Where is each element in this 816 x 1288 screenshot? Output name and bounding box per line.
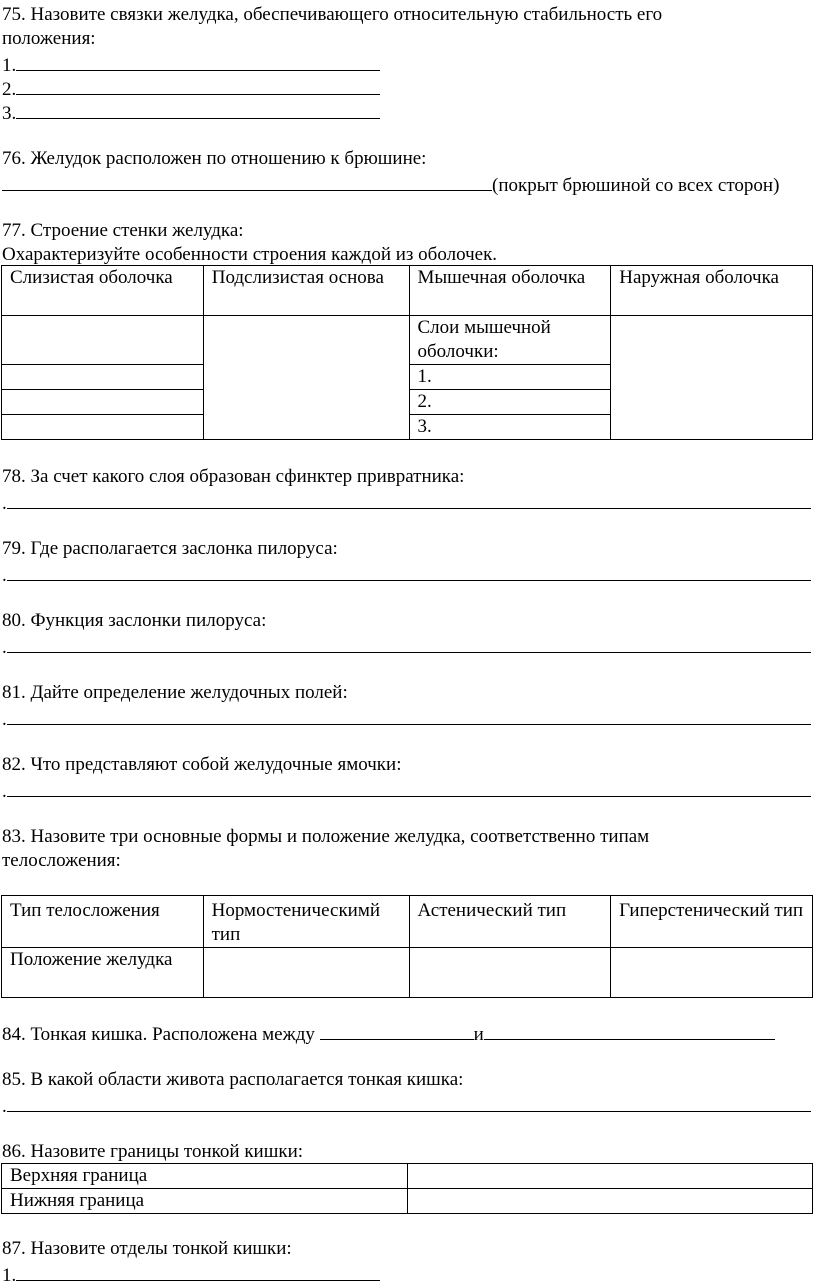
q77-instruction: Охарактеризуйте особенности строения каждой из оболочек. <box>2 244 498 265</box>
serosa-cell[interactable] <box>611 316 813 440</box>
muscle-layer-2[interactable]: 2. <box>409 390 611 415</box>
submucosa-cell[interactable] <box>203 316 409 440</box>
q81-answer[interactable]: . <box>2 705 811 732</box>
q82-answer[interactable]: . <box>2 777 811 804</box>
q85-answer[interactable]: . <box>2 1092 811 1119</box>
mucosa-cell[interactable] <box>2 365 204 390</box>
lower-boundary-cell[interactable] <box>407 1189 812 1214</box>
q84-answer[interactable]: 84. Тонкая кишка. Расположена между и <box>2 1020 775 1047</box>
q81-text: 81. Дайте определение желудочных полей: <box>2 682 348 703</box>
q75-answer-3[interactable]: 3. <box>2 99 380 126</box>
answer-line <box>16 99 380 119</box>
q80-answer[interactable]: . <box>2 633 811 660</box>
answer-line <box>16 51 380 71</box>
q76-text: 76. Желудок расположен по отношению к брюшине: <box>2 148 427 169</box>
answer-line <box>7 1092 811 1112</box>
q78-text: 78. За счет какого слоя образован сфинктер привратника: <box>2 466 465 487</box>
q75-text-line1: 75. Назовите связки желудка, обеспечивающего относительную стабильность его <box>2 4 663 25</box>
q80-text: 80. Функция заслонки пилоруса: <box>2 610 267 631</box>
q75-answer-2[interactable]: 2. <box>2 75 380 102</box>
body-type-table <box>1 895 813 998</box>
q77-title: 77. Строение стенки желудка: <box>2 220 244 241</box>
header-body-type: Тип телосложения <box>2 896 204 948</box>
answer-line <box>7 705 811 725</box>
q86-text: 86. Назовите границы тонкой кишки: <box>2 1141 304 1162</box>
q76-answer[interactable]: (покрыт брюшиной со всех сторон) <box>2 171 779 198</box>
muscle-layer-3[interactable]: 3. <box>409 415 611 440</box>
hypersthenic-cell[interactable] <box>611 948 813 998</box>
header-serosa: Наружная оболочка <box>611 266 813 316</box>
q83-text-line1: 83. Назовите три основные формы и положение желудка, соответственно типам <box>2 826 650 847</box>
q87-text: 87. Назовите отделы тонкой кишки: <box>2 1238 292 1259</box>
answer-line <box>484 1020 775 1040</box>
q82-text: 82. Что представляют собой желудочные ямочки: <box>2 754 402 775</box>
q75-text-line2: положения: <box>2 28 96 49</box>
answer-line <box>16 75 380 95</box>
header-asthenic: Астенический тип <box>409 896 611 948</box>
mucosa-cell[interactable] <box>2 316 204 365</box>
upper-boundary-cell[interactable] <box>407 1164 812 1189</box>
q75-answer-1[interactable]: 1. <box>2 51 380 78</box>
q87-answer-1[interactable]: 1. <box>2 1261 380 1288</box>
header-submucosa: Подслизистая основа <box>203 266 409 316</box>
answer-line <box>7 561 811 581</box>
mucosa-cell[interactable] <box>2 415 204 440</box>
stomach-wall-table <box>1 265 813 440</box>
asthenic-cell[interactable] <box>409 948 611 998</box>
q78-answer[interactable]: . <box>2 489 811 516</box>
q83-text-line2: телосложения: <box>2 850 121 871</box>
header-mucosa: Слизистая оболочка <box>2 266 204 316</box>
muscle-layers-label: Слои мышечной оболочки: <box>409 316 611 365</box>
q79-answer[interactable]: . <box>2 561 811 588</box>
mucosa-cell[interactable] <box>2 390 204 415</box>
answer-line <box>2 171 492 191</box>
q79-text: 79. Где располагается заслонка пилоруса: <box>2 538 338 559</box>
upper-boundary-label: Верхняя граница <box>2 1164 408 1189</box>
header-hypersthenic: Гиперстенический тип <box>611 896 813 948</box>
answer-line <box>7 777 811 797</box>
q85-text: 85. В какой области живота располагается тонкая кишка: <box>2 1069 464 1090</box>
answer-line <box>16 1261 380 1281</box>
answer-line <box>7 489 811 509</box>
answer-line <box>320 1020 474 1040</box>
normosthenic-cell[interactable] <box>203 948 409 998</box>
lower-boundary-label: Нижняя граница <box>2 1189 408 1214</box>
row-label-stomach-position: Положение желудка <box>2 948 204 998</box>
muscle-layer-1[interactable]: 1. <box>409 365 611 390</box>
boundaries-table <box>1 1163 813 1214</box>
header-muscular: Мышечная оболочка <box>409 266 611 316</box>
header-normosthenic: Нормостеническимй тип <box>203 896 409 948</box>
answer-line <box>7 633 811 653</box>
